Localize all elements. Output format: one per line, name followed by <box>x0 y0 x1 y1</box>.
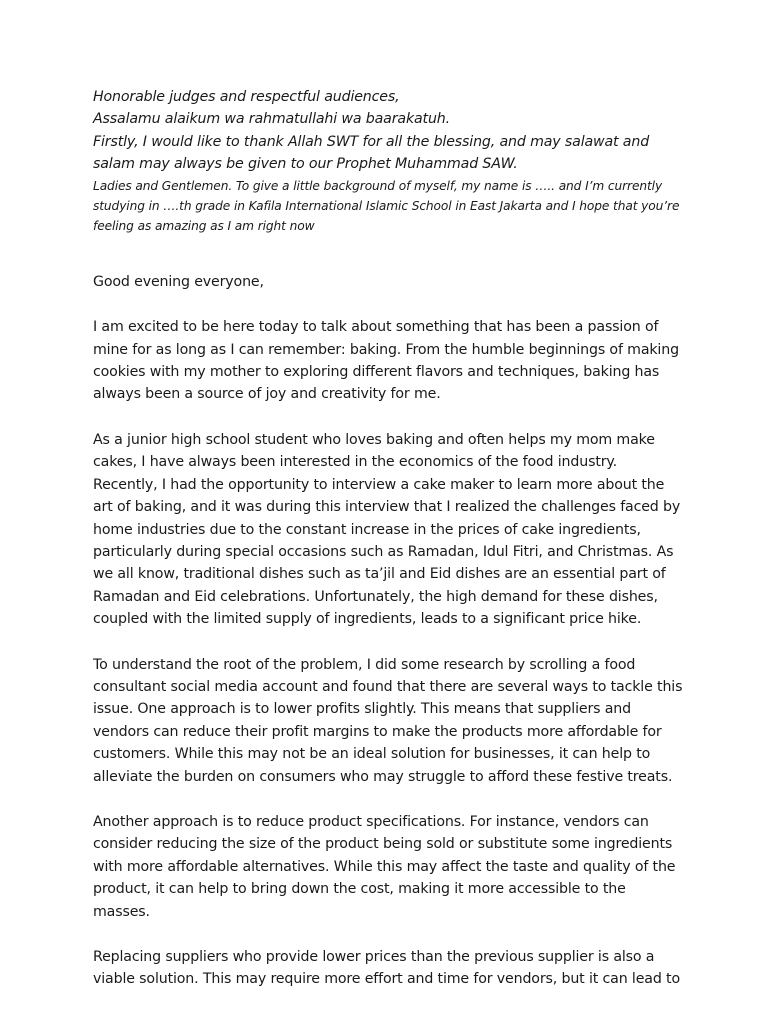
paragraph-reduce-specifications: Another approach is to reduce product specifications. For instance, vendors can consider reducing the size of the product being sold or substitute some ingredients with more affordable alternatives. While this may affect the taste and quality of the product, it can help to bring down the cost, making it more accessible to the masses. <box>93 813 676 920</box>
salutation-line: Honorable judges and respectful audiences, <box>93 89 400 105</box>
paragraph-background: As a junior high school student who loves baking and often helps my mom make cakes, I have always been interested in the economics of the food industry. Recently, I had the opportunity to interview a cake maker to learn more about the art of baking, and it was during this interview that I realized the challenges faced by home industries due to the constant increase in the prices of cake ingredients, particularly during special occasions such as Ramadan, Idul Fitri, and Christmas. As we all know, traditional dishes such as ta’jil and Eid dishes are an essential part of Ramadan and Eid celebrations. Unfortunately, the high demand for these dishes, coupled with the limited supply of ingredients, leads to a significant price hike. <box>93 431 681 628</box>
self-introduction: Ladies and Gentlemen. To give a little background of myself, my name is ….. and I’m currently studying in ….th grade in Kafila International Islamic School in East Jakarta and I hope that you’re feeling as amazing as I am right now <box>93 178 680 234</box>
document-body <box>93 86 683 991</box>
paragraph-passion: I am excited to be here today to talk about something that has been a passion of mine for as long as I can remember: baking. From the humble beginnings of making cookies with my mother to exploring different flavors and techniques, baking has always been a source of joy and creativity for me. <box>93 319 679 403</box>
greeting-arabic-line: Assalamu alaikum wa rahmatullahi wa baarakatuh. <box>93 111 451 128</box>
paragraph-replace-suppliers: Replacing suppliers who provide lower prices than the previous supplier is also a viable solution. This may require more effort and time for vendors, but it can lead to <box>93 949 680 988</box>
thanks-line: Firstly, I would like to thank Allah SWT for all the blessing, and may salawat and salam may always be given to our Prophet Muhammad SAW. <box>93 133 650 173</box>
greeting-text: Good evening everyone, <box>93 273 264 290</box>
paragraph-lower-profits: To understand the root of the problem, I did some research by scrolling a food consultant social media account and found that there are several ways to tackle this issue. One approach is to lower profits slightly. This means that suppliers and vendors can reduce their profit margins to make the products more affordable for customers. While this may not be an ideal solution for businesses, it can help to alleviate the burden on consumers who may struggle to afford these festive treats. <box>93 656 683 785</box>
opening-section <box>93 86 683 237</box>
